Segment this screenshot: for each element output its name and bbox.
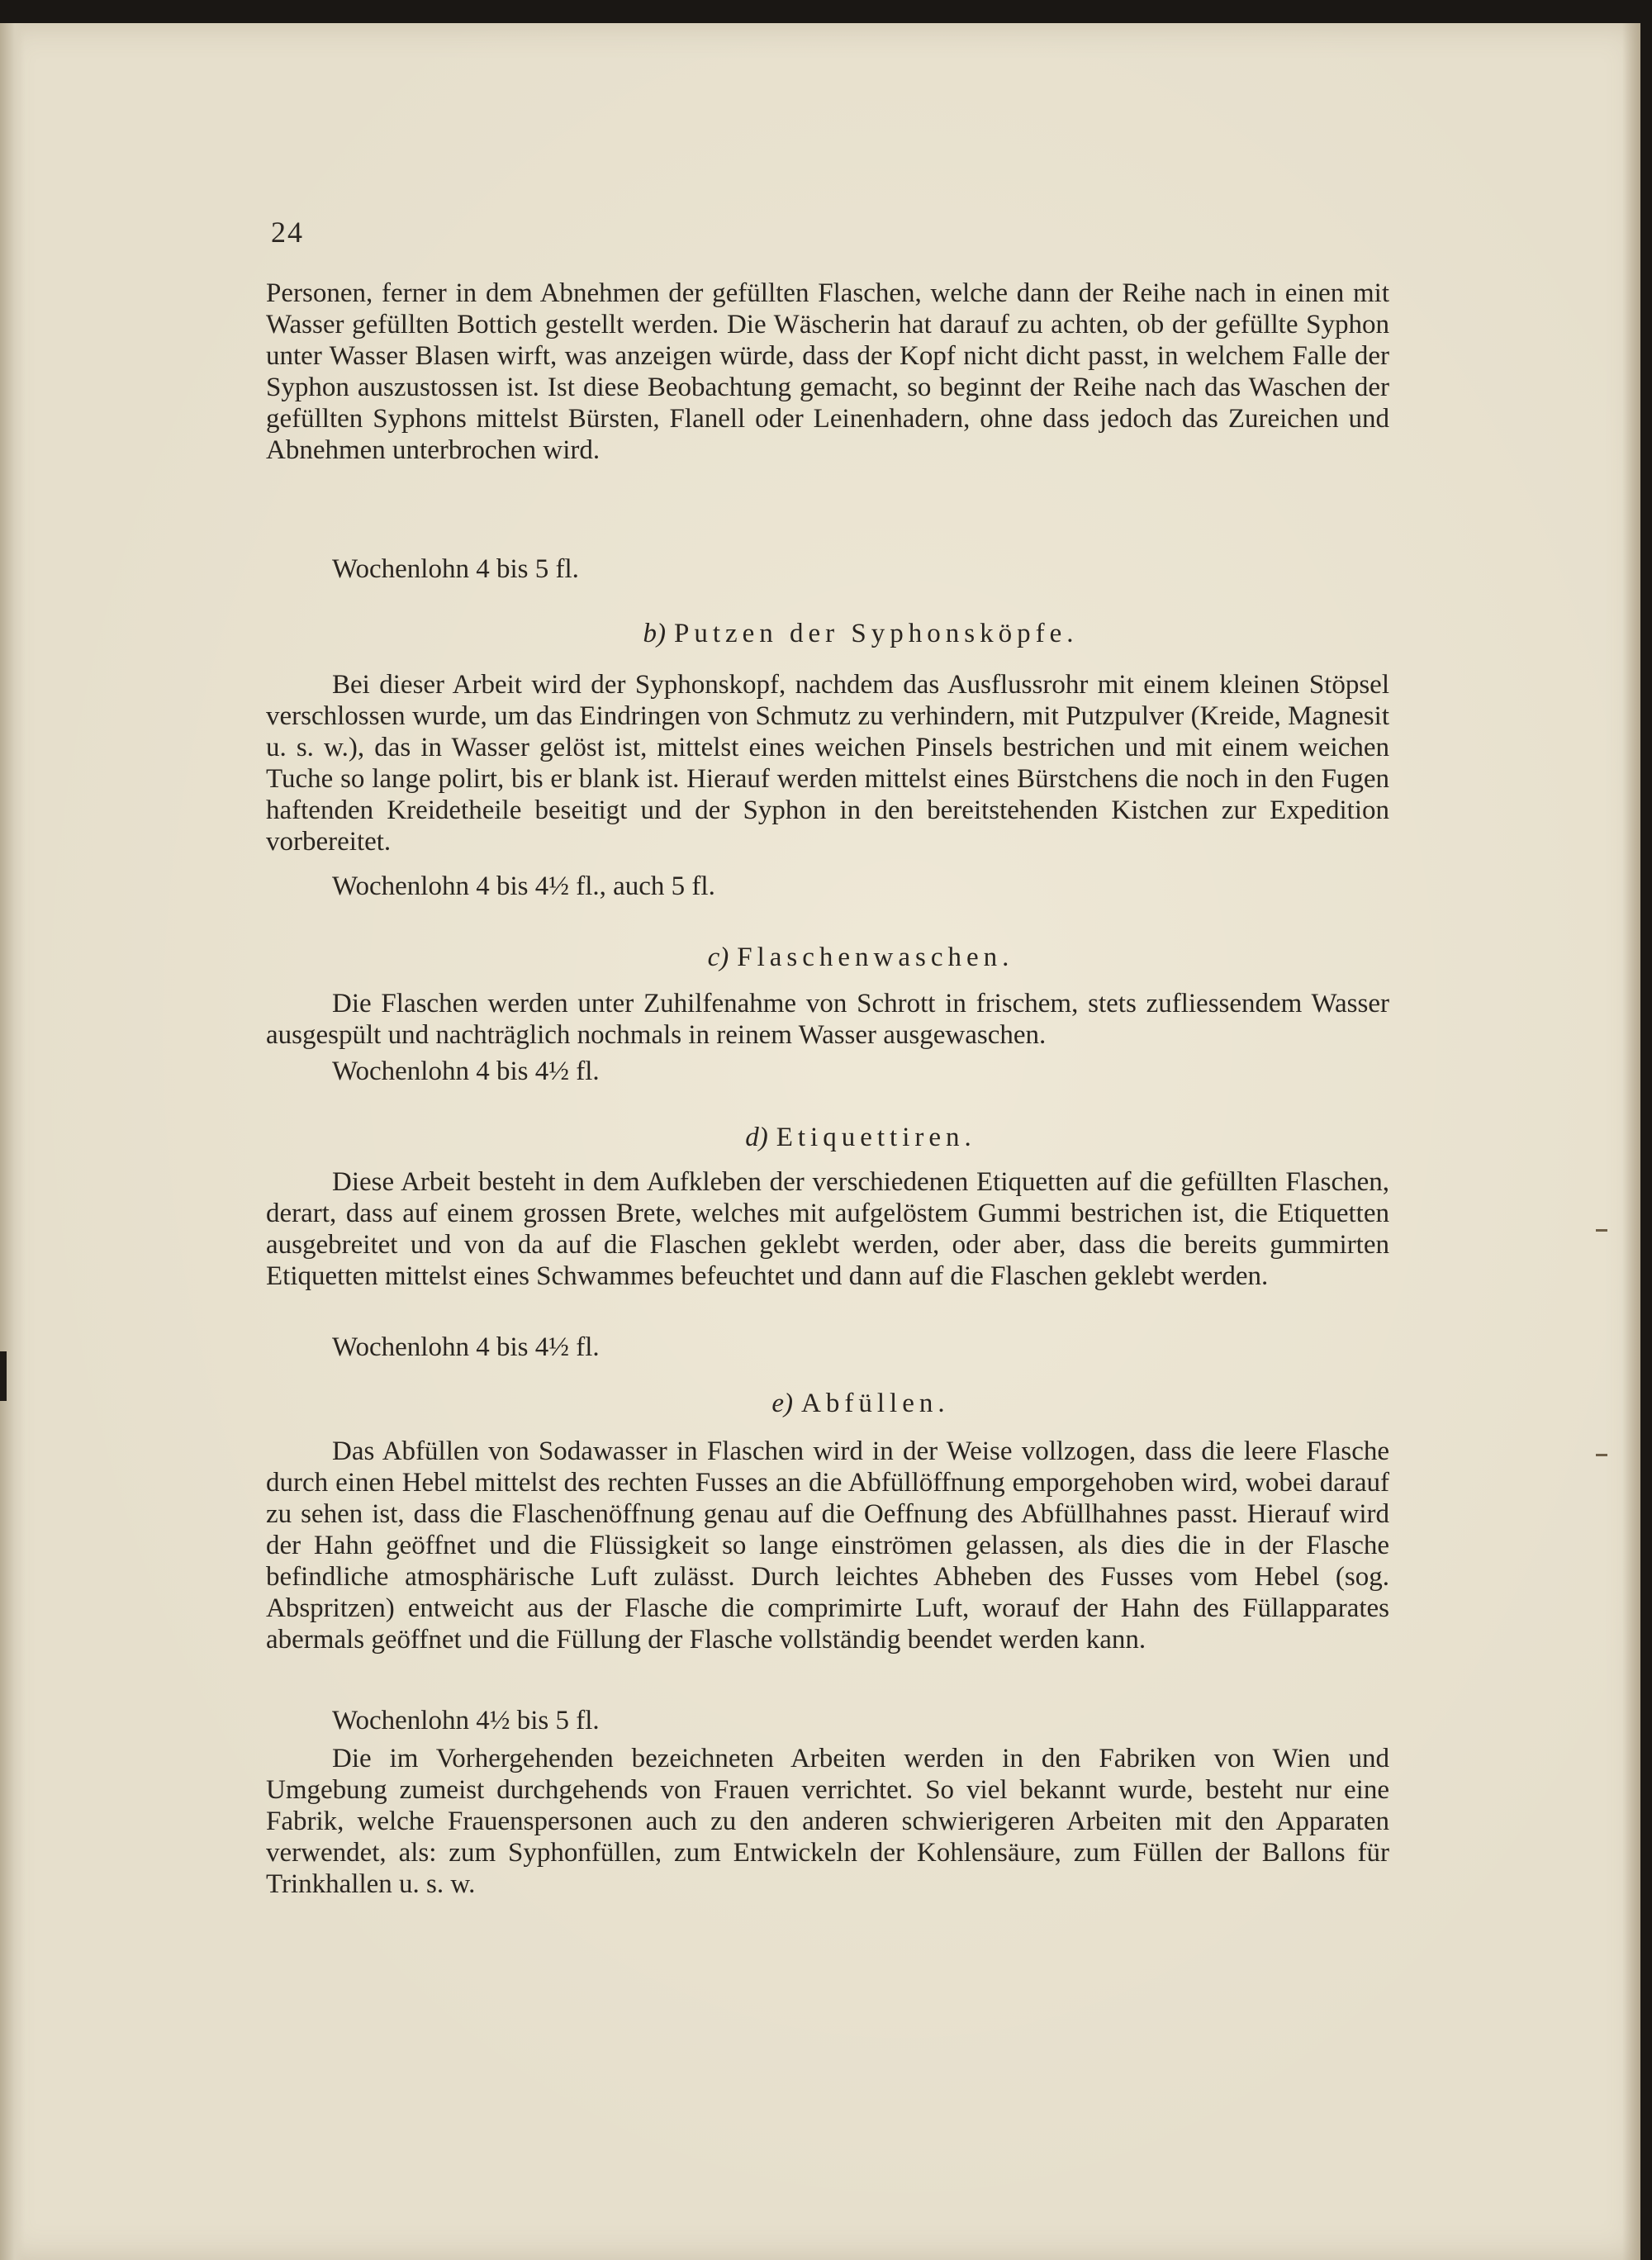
section-title: Putzen der Syphonsköpfe.: [673, 619, 1079, 648]
section-letter: b): [643, 619, 666, 648]
section-e-body: [266, 1436, 1389, 1655]
section-title: Etiquettiren.: [776, 1123, 976, 1152]
closing-paragraph: Die im Vorhergehenden bezeichneten Arbeiten werden in den Fabriken von Wien und Umgebung zumeist durchgehends von Frauen verrichtet. So viel bekannt wurde, besteht nur eine Fabrik, welche Frauenspersonen auch zu den anderen schwierigeren Arbeiten mit den Apparaten verwendet, als: zum Syphonfüllen, zum Entwickeln der Kohlensäure, zum Füllen der Ballons für Trinkhallen u. s. w.: [266, 1744, 1389, 1899]
section-b-body: [266, 669, 1389, 857]
section-letter: e): [771, 1389, 794, 1418]
section-c-body: [266, 988, 1389, 1051]
intro-block: [266, 278, 1389, 466]
section-wage: Wochenlohn 4 bis 4½ fl., auch 5 fl.: [332, 871, 715, 901]
edge-tick: [1596, 1229, 1607, 1232]
closing-block: [266, 1743, 1389, 1900]
intro-paragraph: Personen, ferner in dem Abnehmen der gefüllten Flaschen, welche dann der Reihe nach in einen mit Wasser gefüllten Bottich gestellt werden. Die Wäscherin hat darauf zu achten, ob der gefüllte Syphon unter Wasser Blasen wirft, was anzeigen würde, dass der Kopf nicht dicht passt, in welchem Falle der Syphon auszustossen ist. Ist diese Beobachtung gemacht, so beginnt der Reihe nach das Waschen der gefüllten Syphons mittelst Bürsten, Flanell oder Leinenhadern, ohne dass jedoch das Zureichen und Abnehmen unterbrochen wird.: [266, 278, 1389, 465]
section-letter: c): [707, 942, 729, 972]
section-paragraph: Die Flaschen werden unter Zuhilfenahme von Schrott in frischem, stets zufliessendem Wasser ausgespült und nachträglich nochmals in reinem Wasser ausgewaschen.: [266, 989, 1389, 1050]
section-heading: [266, 618, 1389, 649]
page-gutter: [0, 23, 25, 2260]
intro-wage: Wochenlohn 4 bis 5 fl.: [332, 554, 579, 584]
section-b-wage-block: [266, 871, 1389, 902]
section-heading: [266, 1122, 1389, 1153]
page-number: 24: [271, 216, 304, 249]
section-d-body: [266, 1166, 1389, 1292]
binding-mark: [0, 1351, 7, 1401]
section-paragraph: Das Abfüllen von Sodawasser in Flaschen wird in der Weise vollzogen, dass die leere Flasche durch einen Hebel mittelst des rechten Fusses an die Abfüllöffnung emporgehoben wird, wobei darauf zu sehen ist, dass die Flaschenöffnung genau auf die Oeffnung des Abfüllhahnes passt. Hierauf wird der Hahn geöffnet und die Flüssigkeit so lange einströmen gelassen, als dies die in der Flasche befindliche atmosphärische Luft zulässt. Durch leichtes Abheben des Fusses vom Hebel (sog. Abspritzen) entweicht aus der Flasche die comprimirte Luft, worauf der Hahn des Füllapparates abermals geöffnet und die Füllung der Flasche vollständig beendet werden kann.: [266, 1436, 1389, 1655]
section-heading: [266, 1388, 1389, 1419]
section-d-wage-block: [266, 1332, 1389, 1363]
section-d: [266, 1122, 1389, 1153]
section-heading: [266, 942, 1389, 973]
section-wage: Wochenlohn 4 bis 4½ fl.: [332, 1056, 600, 1086]
section-title: Abfüllen.: [801, 1389, 950, 1418]
section-paragraph: Diese Arbeit besteht in dem Aufkleben der verschiedenen Etiquetten auf die gefüllten Flaschen, derart, dass auf einem grossen Brete, welches mit aufgelöstem Gummi bestrichen ist, die Etiquetten ausgebreitet und von da auf die Flaschen geklebt werden, oder aber, dass die bereits gummirten Etiquetten mittelst eines Schwammes befeuchtet und dann auf die Flaschen geklebt werden.: [266, 1167, 1389, 1291]
section-c: [266, 942, 1389, 973]
intro-wage-block: [266, 553, 1389, 585]
section-c-wage-block: [266, 1056, 1389, 1087]
section-title: Flaschenwaschen.: [737, 942, 1014, 972]
edge-tick: [1596, 1454, 1607, 1456]
section-wage: Wochenlohn 4 bis 4½ fl.: [332, 1332, 600, 1362]
section-b: [266, 618, 1389, 649]
section-wage: Wochenlohn 4½ bis 5 fl.: [332, 1706, 600, 1735]
page-right-edge: [1622, 23, 1640, 2260]
section-paragraph: Bei dieser Arbeit wird der Syphonskopf, nachdem das Ausflussrohr mit einem kleinen Stöpsel verschlossen wurde, um das Eindringen von Schmutz zu verhindern, mit Putzpulver (Kreide, Magnesit u. s. w.), das in Wasser gelöst ist, mittelst eines weichen Pinsels bestrichen und mit einem weichen Tuche so lange polirt, bis er blank ist. Hierauf werden mittelst eines Bürstchens die noch in den Fugen haftenden Kreidetheile beseitigt und der Syphon in den bereitstehenden Kistchen zur Expedition vorbereitet.: [266, 670, 1389, 857]
section-letter: d): [745, 1123, 768, 1152]
scanned-page: [0, 23, 1640, 2260]
section-e: [266, 1388, 1389, 1419]
section-e-wage-block: [266, 1705, 1389, 1736]
